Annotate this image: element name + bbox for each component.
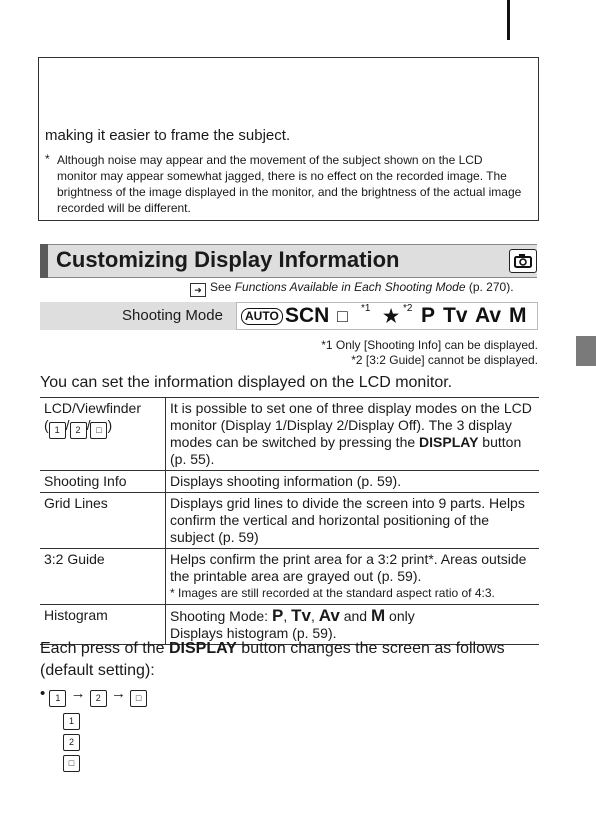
footnote-2: *2 [3:2 Guide] cannot be displayed. xyxy=(351,353,538,367)
program-mode-icon: P xyxy=(271,606,284,625)
display-1-icon: 1 xyxy=(63,713,80,730)
row-desc: It is possible to set one of three display modes on the LCD monitor (Display 1/Display 2/Display Off). The 3 display modes can be switched by pressing the xyxy=(170,400,532,450)
chapter-side-tab xyxy=(576,336,596,366)
table-row xyxy=(40,471,539,493)
display-2-icon: 2 xyxy=(70,422,87,439)
manual-mode-icon: M xyxy=(370,606,386,625)
page-edge-rule xyxy=(507,0,510,40)
see-reference xyxy=(190,280,514,297)
program-mode-icon: P xyxy=(421,304,436,327)
sequence-item-2 xyxy=(63,729,80,751)
row-name: Grid Lines xyxy=(40,493,166,549)
table-row xyxy=(40,398,539,471)
av-mode-icon: Av xyxy=(318,606,340,625)
display-options-table xyxy=(40,397,539,645)
para-start: Each press of the xyxy=(40,640,169,657)
see-prefix: See xyxy=(210,280,235,294)
movie-mode-icon: ★ xyxy=(383,306,400,326)
note-lead-text: making it easier to frame the subject. xyxy=(45,127,291,144)
row-note: * Images are still recorded at the standard aspect ratio of 4:3. xyxy=(170,586,495,600)
row-name: Shooting Info xyxy=(40,471,166,493)
display-2-icon: 2 xyxy=(90,690,107,707)
row-desc-end: button (p. 55). xyxy=(170,434,522,467)
only-word: only xyxy=(389,608,415,624)
table-row xyxy=(40,493,539,549)
note-asterisk: * xyxy=(45,152,50,166)
para-end: button changes the screen as follows (default setting): xyxy=(40,640,505,679)
row-desc-end: Displays histogram (p. 59). xyxy=(170,625,337,641)
footnote-1: *1 Only [Shooting Info] can be displayed. xyxy=(321,338,538,352)
see-ref-title: Functions Available in Each Shooting Mode xyxy=(234,280,466,294)
av-mode-icon: Av xyxy=(475,304,502,327)
tv-mode-icon: Tv xyxy=(443,304,468,327)
display-2-icon: 2 xyxy=(63,734,80,751)
sequence-item-1 xyxy=(63,708,80,730)
display-button-name: DISPLAY xyxy=(419,434,479,450)
display-button-name: DISPLAY xyxy=(168,640,237,657)
row-desc: Helps confirm the print area for a 3:2 print*. Areas outside the printable area are grayed out (p. 59). xyxy=(170,551,527,584)
see-suffix: (p. 270). xyxy=(465,280,514,294)
manual-mode-icon: M xyxy=(509,304,527,327)
row-desc: Displays grid lines to divide the screen into 9 parts. Helps confirm the vertical and horizontal positioning of the subject (p. 59) xyxy=(166,493,540,549)
arrow-icon: → xyxy=(70,685,86,702)
tv-mode-icon: Tv xyxy=(291,606,311,625)
shooting-mode-label: Shooting Mode xyxy=(122,307,223,324)
histogram-modes: Shooting Mode: P, Tv, Av and M only xyxy=(170,606,415,625)
section-title: Customizing Display Information xyxy=(56,247,400,272)
stitch-assist-icon: □ xyxy=(337,306,348,326)
row-name: LCD/Viewfinder xyxy=(44,400,142,416)
row-desc: Displays shooting information (p. 59). xyxy=(166,471,540,493)
display-off-icon: □ xyxy=(63,755,80,772)
footnote-marker-1: *1 xyxy=(361,303,371,314)
intro-text: You can set the information displayed on the LCD monitor. xyxy=(40,374,453,391)
note-body-text: Although noise may appear and the movement of the subject shown on the LCD monitor may appear somewhat jagged, there is no effect on the recorded image. The brightness of the image displayed in the monitor, and the brightness of the actual image recorded will be different. xyxy=(57,153,522,215)
row-desc-cell xyxy=(166,549,540,605)
table-row xyxy=(40,549,539,605)
row-name: Histogram xyxy=(40,605,166,645)
footnote-marker-2: *2 xyxy=(403,303,413,314)
display-mode-icons: ( 1 / 2 / □ ) xyxy=(44,417,161,439)
display-sequence xyxy=(40,685,147,707)
arrow-icon: → xyxy=(110,685,126,702)
display-paragraph xyxy=(40,638,540,682)
section-heading-accent xyxy=(40,244,48,278)
row-desc: Shooting Mode: xyxy=(170,608,272,624)
sequence-item-3 xyxy=(63,750,80,772)
display-off-icon: □ xyxy=(90,422,107,439)
and-word: and xyxy=(343,608,368,624)
display-1-icon: 1 xyxy=(49,422,66,439)
row-name: 3:2 Guide xyxy=(40,549,166,605)
auto-mode-icon: AUTO xyxy=(241,308,283,325)
bullet: • xyxy=(40,685,46,702)
display-1-icon: 1 xyxy=(49,690,66,707)
row-desc-cell xyxy=(166,398,540,471)
camera-icon xyxy=(509,249,537,273)
display-off-icon: □ xyxy=(130,690,147,707)
shooting-mode-icons xyxy=(236,302,538,330)
scene-mode-icon: SCN xyxy=(285,304,330,327)
arrow-right-icon: ➜ xyxy=(190,283,206,297)
row-name-cell xyxy=(40,398,166,471)
